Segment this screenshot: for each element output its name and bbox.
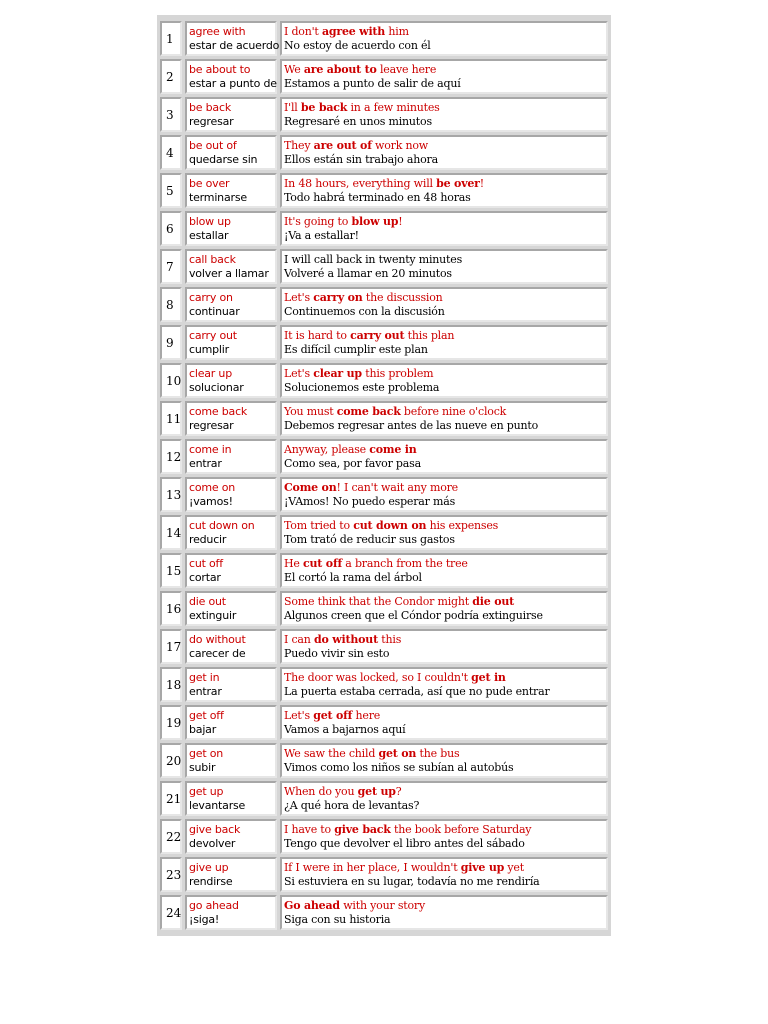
example-highlight: Go ahead (284, 898, 340, 912)
table-row (160, 591, 608, 626)
phrasal-verb-spanish: solucionar (189, 380, 244, 394)
example-text: It's going to (284, 214, 352, 228)
phrasal-verb-cell (185, 515, 277, 550)
example-highlight: die out (472, 594, 515, 608)
phrasal-verb-cell (185, 135, 277, 170)
table-row (160, 97, 608, 132)
example-highlight: give up (460, 860, 505, 874)
example-text: with your story (339, 898, 425, 912)
example-highlight: are out of (313, 138, 372, 152)
example-english (284, 671, 604, 685)
phrasal-verb-spanish: extinguir (189, 608, 237, 622)
phrasal-verb-spanish: cortar (189, 570, 221, 584)
example-spanish: Ellos están sin trabajo ahora (284, 152, 438, 166)
example-text: We (284, 62, 304, 76)
phrasal-verb-english: come in (189, 442, 232, 456)
row-number: 4 (160, 135, 182, 170)
table-row (160, 21, 608, 56)
example-highlight: agree with (321, 24, 386, 38)
phrasal-verb-spanish: levantarse (189, 798, 246, 812)
example-cell (280, 59, 608, 94)
phrasal-verb-english: call back (189, 252, 236, 266)
phrasal-verbs-table (157, 18, 611, 933)
example-text: He (284, 556, 303, 570)
example-english (284, 557, 604, 571)
phrasal-verb-spanish: entrar (189, 456, 222, 470)
phrasal-verb-spanish: reducir (189, 532, 227, 546)
example-text: work now (371, 138, 429, 152)
phrasal-verb-spanish: ¡siga! (189, 912, 220, 926)
example-english (284, 899, 604, 913)
example-text: Let's (284, 290, 314, 304)
phrasal-verb-cell (185, 629, 277, 664)
phrasal-verb-english: be over (189, 176, 230, 190)
phrasal-verb-english: come back (189, 404, 248, 418)
table-row (160, 705, 608, 740)
example-spanish: Regresaré en unos minutos (284, 114, 432, 128)
example-highlight: give back (334, 822, 391, 836)
example-english (284, 63, 604, 77)
phrasal-verb-cell (185, 59, 277, 94)
phrasal-verb-cell (185, 819, 277, 854)
example-text: If I were in her place, I wouldn't (284, 860, 461, 874)
phrasal-verb-spanish: regresar (189, 418, 234, 432)
phrasal-verb-cell (185, 21, 280, 56)
phrasal-verb-english: get in (189, 670, 220, 684)
example-cell (280, 629, 608, 664)
table-row (160, 515, 608, 550)
table-row (160, 743, 608, 778)
phrasal-verb-english: give back (189, 822, 241, 836)
phrasal-verb-cell (185, 363, 277, 398)
example-english (284, 709, 604, 723)
example-text: the discussion (362, 290, 443, 304)
example-english (284, 367, 604, 381)
phrasal-verb-english: carry on (189, 290, 233, 304)
table-row (160, 135, 608, 170)
example-spanish: Como sea, por favor pasa (284, 456, 421, 470)
row-number: 11 (160, 401, 182, 436)
phrasal-verb-spanish: regresar (189, 114, 234, 128)
example-cell (280, 819, 608, 854)
phrasal-verb-spanish: continuar (189, 304, 240, 318)
example-english (284, 823, 604, 837)
phrasal-verb-english: get up (189, 784, 224, 798)
row-number: 5 (160, 173, 182, 208)
example-spanish: Estamos a punto de salir de aquí (284, 76, 461, 90)
example-cell (280, 211, 608, 246)
example-spanish: ¿A qué hora de levantas? (284, 798, 420, 812)
phrasal-verb-spanish: volver a llamar (189, 266, 269, 280)
table-row (160, 287, 608, 322)
example-cell (280, 135, 608, 170)
example-spanish: Puedo vivir sin esto (284, 646, 390, 660)
row-number: 21 (160, 781, 182, 816)
phrasal-verb-english: agree with (189, 24, 246, 38)
example-cell (280, 21, 608, 56)
example-cell (280, 477, 608, 512)
example-english (284, 481, 604, 495)
example-cell (280, 249, 608, 284)
phrasal-verb-cell (185, 249, 277, 284)
example-spanish: Siga con su historia (284, 912, 391, 926)
row-number: 3 (160, 97, 182, 132)
example-highlight: be back (300, 100, 348, 114)
table-body (160, 21, 608, 930)
phrasal-verb-english: be out of (189, 138, 237, 152)
phrasal-verb-english: get off (189, 708, 224, 722)
example-cell (280, 705, 608, 740)
example-english (284, 443, 604, 457)
example-cell (280, 781, 608, 816)
example-english (284, 785, 604, 799)
example-text: this plan (404, 328, 455, 342)
example-english (284, 633, 604, 647)
example-text: I'll (284, 100, 301, 114)
phrasal-verb-cell (185, 97, 277, 132)
example-text: ! (479, 176, 485, 190)
example-highlight: cut off (303, 556, 343, 570)
phrasal-verb-cell (185, 401, 277, 436)
example-highlight: come back (336, 404, 401, 418)
example-english (284, 291, 604, 305)
example-english (284, 139, 604, 153)
phrasal-verb-spanish: devolver (189, 836, 236, 850)
example-spanish: Continuemos con la discusión (284, 304, 445, 318)
example-text: The door was locked, so I couldn't (284, 670, 472, 684)
row-number: 23 (160, 857, 182, 892)
phrasal-verb-spanish: estar a punto de (189, 76, 277, 90)
row-number: 6 (160, 211, 182, 246)
example-highlight: get off (313, 708, 353, 722)
example-text: Tom tried to (284, 518, 354, 532)
row-number: 17 (160, 629, 182, 664)
example-text: his expenses (426, 518, 499, 532)
row-number: 9 (160, 325, 182, 360)
phrasal-verb-spanish: subir (189, 760, 216, 774)
phrasal-verb-spanish: estallar (189, 228, 229, 242)
phrasal-verb-english: carry out (189, 328, 237, 342)
example-spanish: Tom trató de reducir sus gastos (284, 532, 455, 546)
phrasal-verb-cell (185, 743, 277, 778)
example-spanish: Si estuviera en su lugar, todavía no me rendiría (284, 874, 540, 888)
example-cell (280, 97, 608, 132)
example-cell (280, 667, 608, 702)
phrasal-verb-cell (185, 705, 277, 740)
phrasal-verb-spanish: carecer de (189, 646, 246, 660)
example-spanish: La puerta estaba cerrada, así que no pude entrar (284, 684, 550, 698)
phrasal-verb-spanish: estar de acuerdo (189, 38, 280, 52)
example-spanish: Debemos regresar antes de las nueve en punto (284, 418, 539, 432)
phrasal-verb-spanish: terminarse (189, 190, 247, 204)
row-number: 7 (160, 249, 182, 284)
example-text: We saw the child (284, 746, 379, 760)
table-row (160, 781, 608, 816)
phrasal-verb-english: do without (189, 632, 246, 646)
row-number: 8 (160, 287, 182, 322)
example-highlight: clear up (313, 366, 362, 380)
example-highlight: be over (436, 176, 480, 190)
phrasal-verb-cell (185, 173, 277, 208)
example-highlight: are about to (303, 62, 377, 76)
example-text: ! I can't wait any more (336, 480, 458, 494)
phrasal-verb-spanish: ¡vamos! (189, 494, 233, 508)
phrasal-verb-english: come on (189, 480, 236, 494)
phrasal-verb-english: give up (189, 860, 229, 874)
example-english (284, 329, 604, 343)
row-number: 14 (160, 515, 182, 550)
phrasal-verb-spanish: bajar (189, 722, 217, 736)
row-number: 2 (160, 59, 182, 94)
phrasal-verb-english: die out (189, 594, 226, 608)
row-number: 13 (160, 477, 182, 512)
row-number: 18 (160, 667, 182, 702)
example-text: leave here (376, 62, 437, 76)
table-row (160, 249, 608, 284)
row-number: 10 (160, 363, 182, 398)
phrasal-verb-cell (185, 781, 277, 816)
row-number: 16 (160, 591, 182, 626)
example-text: Some think that the Condor might (284, 594, 473, 608)
table-row (160, 401, 608, 436)
table-row (160, 819, 608, 854)
phrasal-verb-cell (185, 211, 277, 246)
phrasal-verb-spanish: quedarse sin (189, 152, 258, 166)
example-text: Anyway, please (284, 442, 370, 456)
example-english (284, 747, 604, 761)
example-english (284, 177, 604, 191)
example-text: I will call back in twenty minutes (284, 252, 463, 266)
example-text: ? (395, 784, 402, 798)
example-english (284, 25, 604, 39)
phrasal-verb-cell (185, 325, 277, 360)
example-cell (280, 743, 608, 778)
example-spanish: Todo habrá terminado en 48 horas (284, 190, 471, 204)
example-spanish: Volveré a llamar en 20 minutos (284, 266, 452, 280)
example-spanish: No estoy de acuerdo con él (284, 38, 431, 52)
example-text: here (352, 708, 381, 722)
row-number: 15 (160, 553, 182, 588)
example-text: a branch from the tree (342, 556, 468, 570)
phrasal-verb-spanish: entrar (189, 684, 222, 698)
example-text: You must (284, 404, 337, 418)
phrasal-verb-spanish: rendirse (189, 874, 233, 888)
example-english (284, 519, 604, 533)
table-row (160, 553, 608, 588)
example-text: in a few minutes (347, 100, 440, 114)
example-english (284, 215, 604, 229)
example-english (284, 101, 604, 115)
example-text: this problem (361, 366, 434, 380)
example-spanish: Vimos como los niños se subían al autobús (284, 760, 514, 774)
example-text: yet (504, 860, 524, 874)
phrasal-verb-cell (185, 591, 277, 626)
example-text: I can (284, 632, 314, 646)
example-spanish: Tengo que devolver el libro antes del sábado (284, 836, 525, 850)
example-cell (280, 173, 608, 208)
row-number: 22 (160, 819, 182, 854)
table-row (160, 857, 608, 892)
example-cell (280, 857, 608, 892)
example-cell (280, 515, 608, 550)
example-cell (280, 325, 608, 360)
example-text: Let's (284, 708, 314, 722)
example-text: When do you (284, 784, 358, 798)
example-spanish: Algunos creen que el Cóndor podría extinguirse (284, 608, 543, 622)
example-highlight: get on (378, 746, 417, 760)
example-highlight: carry out (350, 328, 405, 342)
example-highlight: get in (471, 670, 506, 684)
example-spanish: Vamos a bajarnos aquí (284, 722, 406, 736)
example-spanish: Es difícil cumplir este plan (284, 342, 428, 356)
row-number: 20 (160, 743, 182, 778)
row-number: 12 (160, 439, 182, 474)
phrasal-verb-cell (185, 439, 277, 474)
phrasal-verb-cell (185, 553, 277, 588)
table-row (160, 211, 608, 246)
phrasal-verb-english: go ahead (189, 898, 239, 912)
example-highlight: get up (357, 784, 396, 798)
example-text: the bus (416, 746, 460, 760)
example-english (284, 253, 604, 267)
phrasal-verb-english: blow up (189, 214, 231, 228)
phrasal-verb-english: be back (189, 100, 231, 114)
example-cell (280, 591, 608, 626)
example-text: this (377, 632, 402, 646)
table-row (160, 59, 608, 94)
example-text: ! (398, 214, 403, 228)
example-highlight: carry on (313, 290, 363, 304)
example-text: In 48 hours, everything will (284, 176, 437, 190)
row-number: 1 (160, 21, 182, 56)
example-spanish: ¡VAmos! No puedo esperar más (284, 494, 456, 508)
example-cell (280, 439, 608, 474)
phrasal-verb-cell (185, 857, 277, 892)
example-text: the book before Saturday (390, 822, 532, 836)
example-highlight: Come on (284, 480, 337, 494)
table-row (160, 895, 608, 930)
example-text: I don't (284, 24, 322, 38)
example-text: It is hard to (284, 328, 351, 342)
phrasal-verb-english: get on (189, 746, 224, 760)
table-row (160, 477, 608, 512)
phrasal-verb-english: be about to (189, 62, 251, 76)
table-row (160, 667, 608, 702)
phrasal-verbs-sheet (157, 15, 611, 936)
example-english (284, 861, 604, 875)
phrasal-verb-english: cut down on (189, 518, 255, 532)
example-cell (280, 401, 608, 436)
example-highlight: come in (369, 442, 417, 456)
table-row (160, 439, 608, 474)
example-cell (280, 895, 608, 930)
phrasal-verb-english: cut off (189, 556, 223, 570)
example-text: They (284, 138, 314, 152)
phrasal-verb-cell (185, 287, 277, 322)
table-row (160, 363, 608, 398)
phrasal-verb-cell (185, 667, 277, 702)
example-spanish: El cortó la rama del árbol (284, 570, 422, 584)
example-text: him (385, 24, 409, 38)
row-number: 19 (160, 705, 182, 740)
table-row (160, 173, 608, 208)
example-highlight: cut down on (353, 518, 427, 532)
phrasal-verb-spanish: cumplir (189, 342, 229, 356)
example-spanish: Solucionemos este problema (284, 380, 440, 394)
example-cell (280, 287, 608, 322)
example-english (284, 405, 604, 419)
phrasal-verb-cell (185, 895, 277, 930)
example-text: Let's (284, 366, 314, 380)
example-text: before nine o'clock (400, 404, 507, 418)
example-text: I have to (284, 822, 335, 836)
phrasal-verb-cell (185, 477, 277, 512)
phrasal-verb-english: clear up (189, 366, 232, 380)
table-row (160, 325, 608, 360)
example-spanish: ¡Va a estallar! (284, 228, 359, 242)
example-cell (280, 363, 608, 398)
row-number: 24 (160, 895, 182, 930)
table-row (160, 629, 608, 664)
example-highlight: blow up (351, 214, 399, 228)
example-english (284, 595, 604, 609)
example-highlight: do without (313, 632, 378, 646)
example-cell (280, 553, 608, 588)
